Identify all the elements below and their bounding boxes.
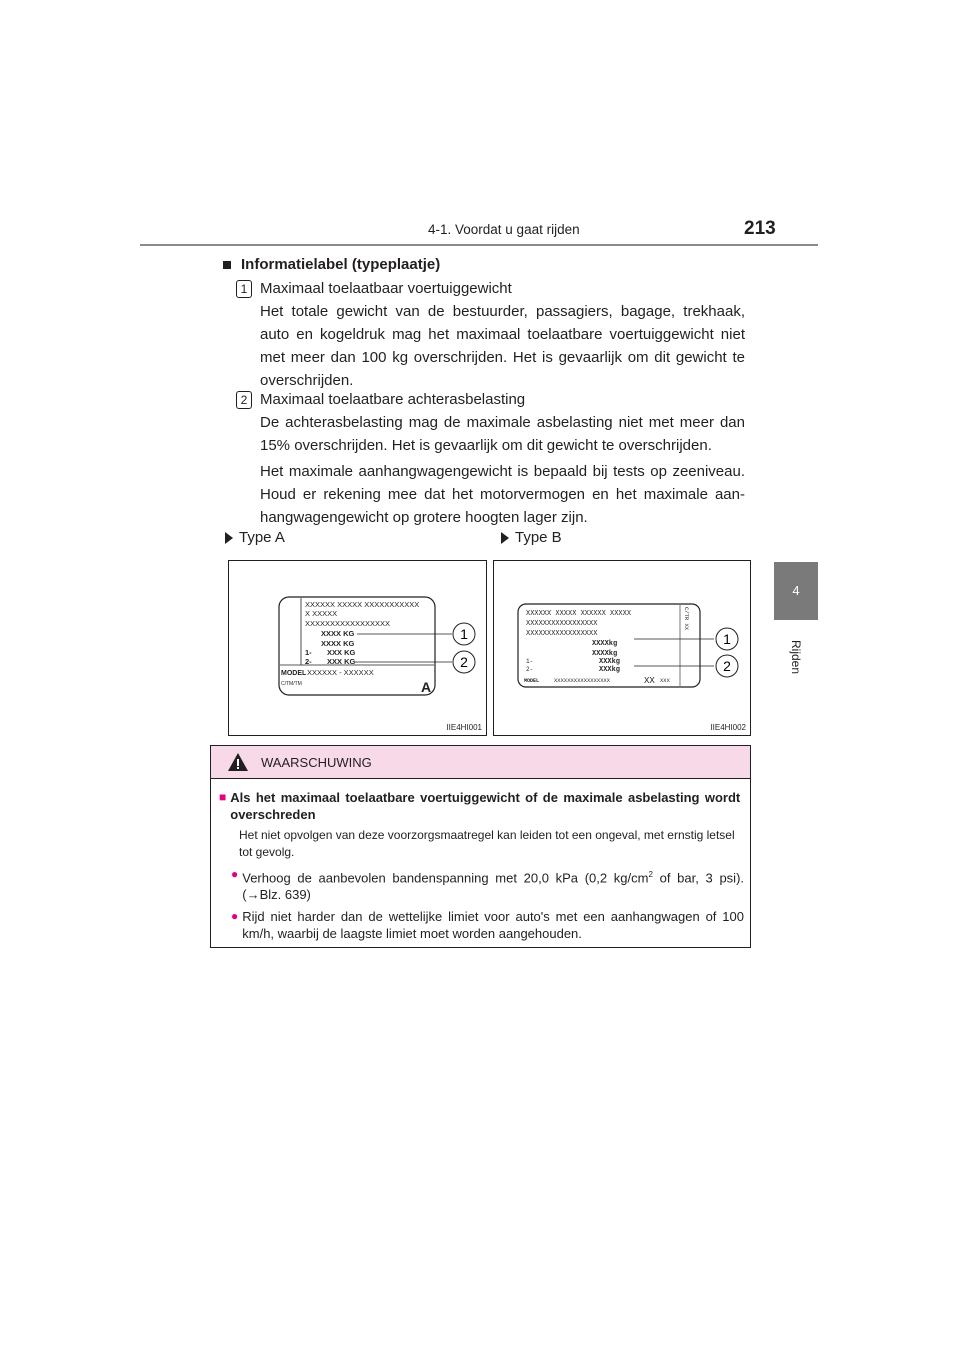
triangle-bullet-icon [225,532,233,544]
type-b-callout-2: 2 [723,658,731,674]
square-bullet-icon [223,261,231,269]
pink-dot-icon: ● [231,909,239,924]
type-b-line-1: XXXXXX XXXXX XXXXXX XXXXX [526,610,632,618]
type-b-line-2: XXXXXXXXXXXXXXXXX [526,620,598,628]
warning-box [210,745,751,948]
type-a-line-5: XXXX KG [321,639,355,648]
chapter-label: Rijden [789,639,803,675]
type-b-line-5: XXXXkg [592,650,618,658]
type-b-side-text: C/TR XX [683,607,690,631]
type-b-model-value: XXXXXXXXXXXXXXXXX [554,677,611,684]
type-a-plate-illustration [229,561,486,735]
warning-bullet-1 [231,866,744,903]
type-b-line-6: XXXkg [599,658,621,666]
pink-square-icon: ■ [219,790,227,804]
type-a-line-6: XXX KG [327,648,356,657]
header-rule [140,244,818,246]
header-section-title: 4-1. Voordat u gaat rijden [428,222,580,237]
warning-bullet-1-text: Verhoog de aanbevolen bandenspanning met 20,0 kPa (0,2 $kg/cm^2$ of bar, 3 psi). (→Blz. 639) [242,870,745,903]
item-2-title: Maximaal toelaatbare achterasbelasting [260,391,526,408]
type-b-callout-1: 1 [723,631,731,647]
type-b-line-3: XXXXXXXXXXXXXXXXX [526,630,598,638]
type-b-plate-illustration [494,561,750,735]
item-2-paragraph-2: Het maximale aanhangwagengewicht is bepaald bij tests op zeeniveau. Houd er rekening mee dat het motorvermogen en het maximale aan-hangwagengewicht op grotere hoogten lager zijn. [260,463,745,526]
triangle-bullet-icon [501,532,509,544]
type-a-model-label: MODEL [281,670,307,677]
type-a-callout-2: 2 [460,654,468,670]
type-a-label-text: Type A [239,529,285,546]
warning-intro: Het niet opvolgen van deze voorzorgsmaatregel kan leiden tot een ongeval, met ernstig letsel tot gevolg. [239,828,735,859]
type-a-callout-1: 1 [460,626,468,642]
type-a-figure-code: IIE4HI001 [446,723,482,732]
figure-type-b [493,560,751,736]
type-b-line-4: XXXXkg [592,640,618,648]
type-a-line-6-prefix: 1- [305,648,312,657]
type-a-letter: A [421,679,432,695]
type-a-line-7: XXX KG [327,657,356,666]
type-a-line-1: XXXXXX XXXXX XXXXXXXXXXX [305,600,420,609]
type-b-line-6-prefix: 1- [526,658,534,665]
chapter-tab[interactable]: 4 [774,562,818,620]
warning-header [211,746,750,779]
type-a-subtext: C/TM/TM [281,681,302,687]
type-a-line-7-prefix: 2- [305,657,312,666]
type-a-line-4: XXXX KG [321,629,355,638]
figure-type-a [228,560,487,736]
type-b-line-7: XXXkg [599,666,621,674]
warning-heading-row [219,789,744,823]
type-a-label [225,529,285,546]
pink-dot-icon: ● [231,867,239,881]
type-a-line-3: XXXXXXXXXXXXXXXXX [305,619,391,628]
section-title-text: Informatielabel (typeplaatje) [241,256,441,273]
type-b-figure-code: IIE4HI002 [710,723,746,732]
warning-heading: Als het maximaal toelaatbare voertuiggewicht of de maximale asbelasting wordt overschreden [230,790,741,822]
type-b-label-text: Type B [515,529,562,546]
type-b-model-tail: XXX [660,677,670,684]
item-marker-2: 2 [236,391,252,409]
item-2-paragraph-1: De achterasbelasting mag de maximale asbelasting niet met meer dan 15% overschrijden. Het is gevaarlijk om dit gewicht te overschrijden. [260,414,745,454]
type-a-line-2: X XXXXX [305,609,338,618]
item-marker-1: 1 [236,280,252,298]
item-1-title: Maximaal toelaatbaar voertuiggewicht [260,280,512,297]
type-b-line-7-prefix: 2- [526,666,534,673]
type-b-model-xx: XX [644,676,655,686]
warning-title: WAARSCHUWING [261,754,372,770]
type-b-label [501,529,562,546]
section-title [223,256,440,273]
type-a-model-value: XXXXXX - XXXXXX [307,668,374,677]
warning-bullet-2-text: Rijd niet harder dan de wettelijke limiet voor auto's met een aanhangwagen of 100 km/h, waarbij de laagste limiet moet worden aangehouden. [242,909,744,942]
type-b-model-label: MODEL [524,678,540,684]
page-number: 213 [744,218,776,239]
warning-triangle-icon [227,752,249,772]
warning-bullet-2 [231,908,744,942]
item-1-paragraph: Het totale gewicht van de bestuurder, passagiers, bagage, trekhaak, auto en kogeldruk mag het maximaal toelaatbare voertuiggewicht niet met meer dan 100 kg overschrijden. Het is gevaarlijk om dit gewicht te overschrijden. [260,303,745,389]
